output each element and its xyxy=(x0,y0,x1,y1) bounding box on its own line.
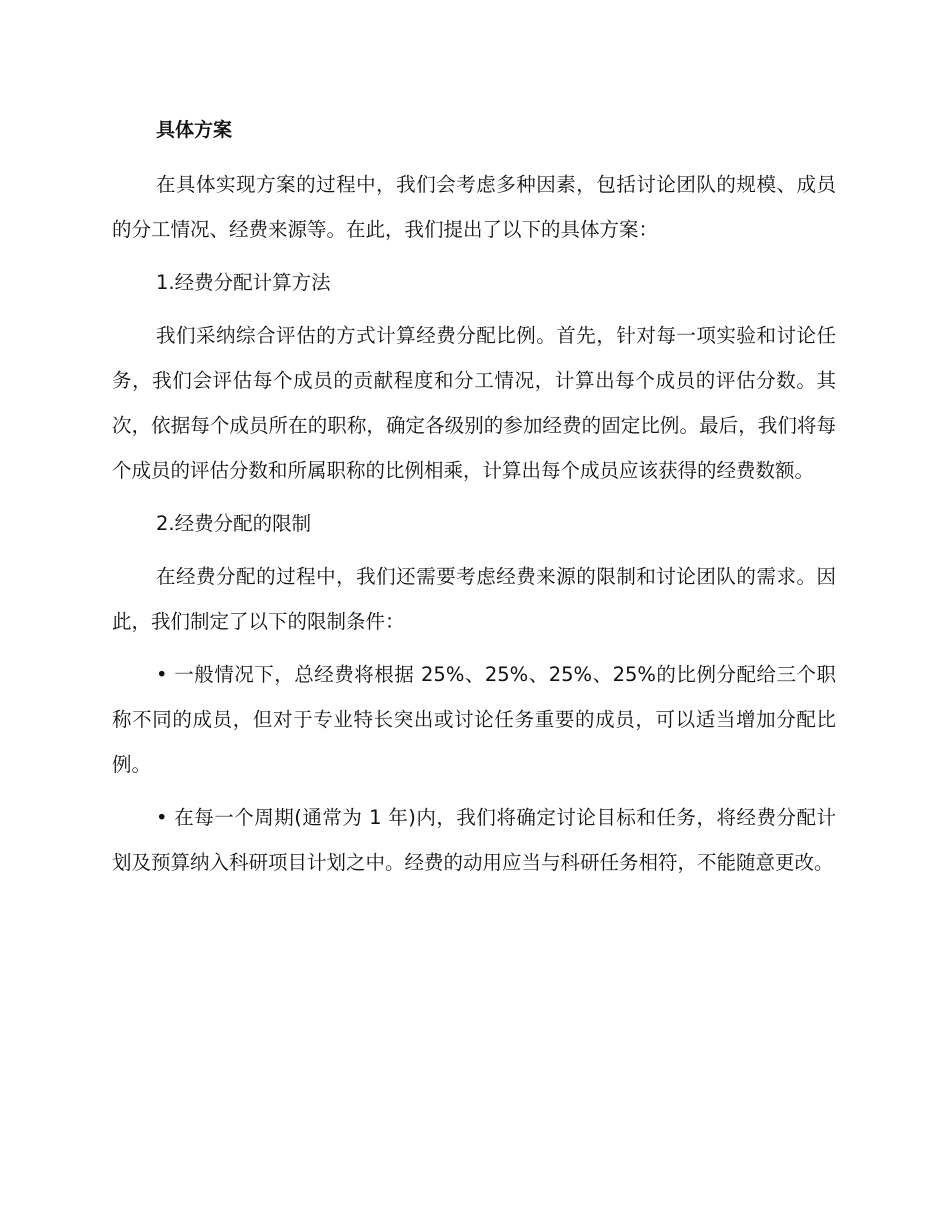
item2-heading: 2.经费分配的限制 xyxy=(156,512,312,535)
item1-paragraph: 我们采纳综合评估的方式计算经费分配比例。首先，针对每一项实验和讨论任务，我们会评估每个成员的贡献程度和分工情况，计算出每个成员的评估分数。其次，依据每个成员所在的职称，确定各级别的参加经费的固定比例。最后，我们将每个成员的评估分数和所属职称的比例相乘，计算出每个成员应该获得的经费数额。 xyxy=(112,324,836,482)
bullet-item: • 在每一个周期(通常为 1 年)内，我们将确定讨论目标和任务，将经费分配计划及预算纳入科研项目计划之中。经费的动用应当与科研任务相符，不能随意更改。 xyxy=(112,806,836,874)
item1-heading: 1.经费分配计算方法 xyxy=(156,271,331,294)
section-title: 具体方案 xyxy=(156,119,233,141)
item2-paragraph: 在经费分配的过程中，我们还需要考虑经费来源的限制和讨论团队的需求。因此，我们制定了以下的限制条件： xyxy=(112,565,836,633)
bullet-item: • 一般情况下，总经费将根据 25%、25%、25%、25%的比例分配给三个职称不同的成员，但对于专业特长突出或讨论任务重要的成员，可以适当增加分配比例。 xyxy=(112,663,836,776)
intro-paragraph: 在具体实现方案的过程中，我们会考虑多种因素，包括讨论团队的规模、成员的分工情况、经费来源等。在此，我们提出了以下的具体方案： xyxy=(112,173,836,241)
document-page xyxy=(112,106,836,893)
